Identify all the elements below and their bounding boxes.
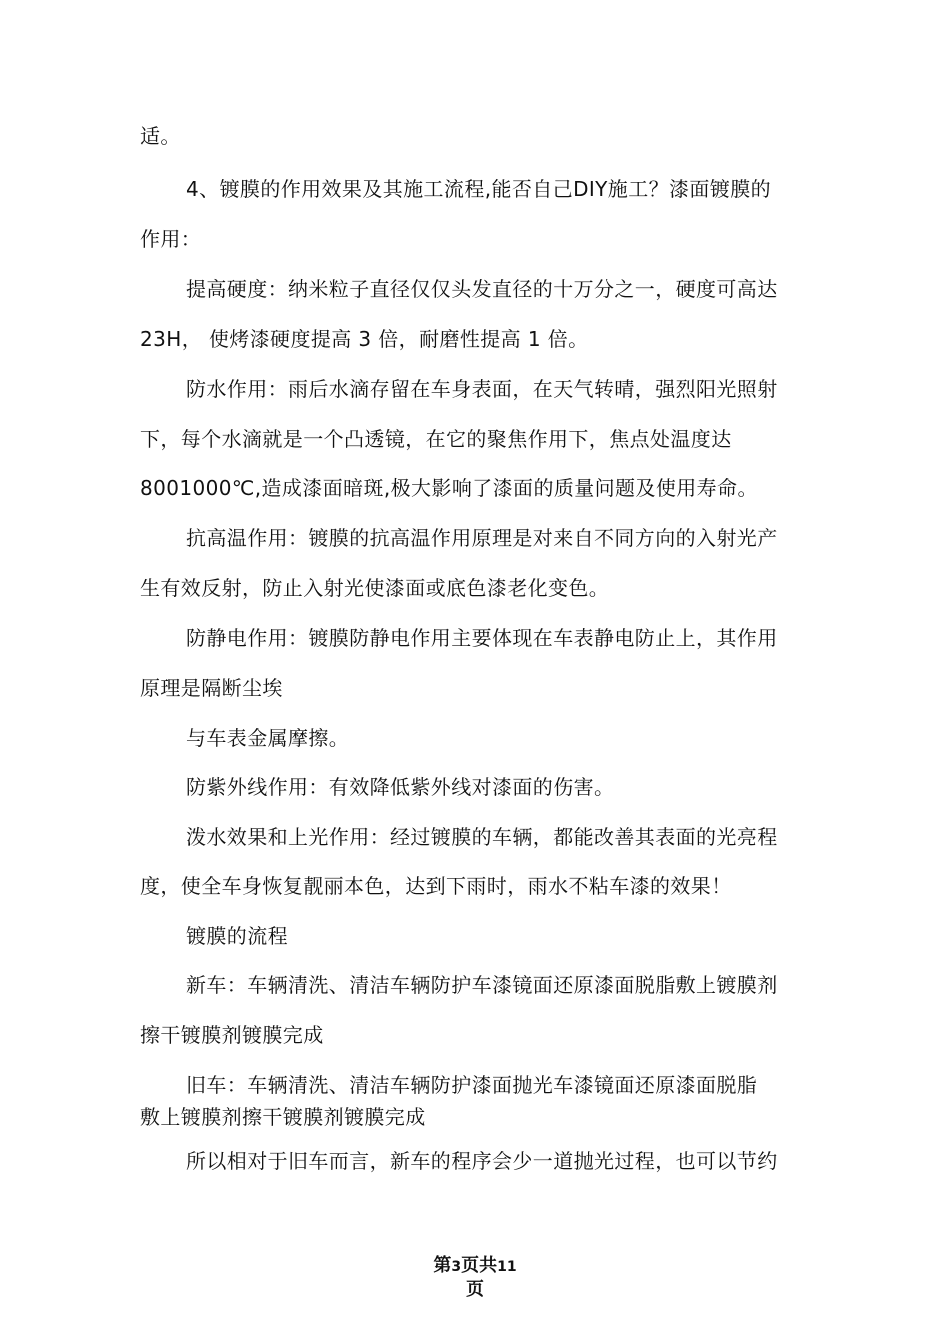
text-line: 防静电作用：镀膜防静电作用主要体现在车表静电防止上，其作用 xyxy=(186,626,778,650)
text-line: 旧车：车辆清洗、清洁车辆防护漆面抛光车漆镜面还原漆面脱脂 xyxy=(186,1073,758,1097)
text-line: 下，每个水滴就是一个凸透镜，在它的聚焦作用下，焦点处温度达 xyxy=(140,427,732,451)
text-line: 4、镀膜的作用效果及其施工流程,能否自己DIY施工？漆面镀膜的 xyxy=(186,177,771,201)
text-line: 擦干镀膜剂镀膜完成 xyxy=(140,1023,324,1047)
text-line: 抗高温作用：镀膜的抗高温作用原理是对来自不同方向的入射光产 xyxy=(186,526,778,550)
text-line: 23H， 使烤漆硬度提高 3 倍，耐磨性提高 1 倍。 xyxy=(140,327,589,351)
text-line: 8001000℃,造成漆面暗斑,极大影响了漆面的质量问题及使用寿命。 xyxy=(140,476,758,500)
text-line: 作用： xyxy=(140,227,202,251)
page-footer-suffix: 页 xyxy=(466,1279,484,1300)
text-line: 生有效反射，防止入射光使漆面或底色漆老化变色。 xyxy=(140,576,610,600)
text-line: 防水作用：雨后水滴存留在车身表面，在天气转晴，强烈阳光照射 xyxy=(186,377,778,401)
footer-mid: 页共 xyxy=(461,1255,498,1276)
text-line: 泼水效果和上光作用：经过镀膜的车辆，都能改善其表面的光亮程 xyxy=(186,825,778,849)
text-line: 敷上镀膜剂擦干镀膜剂镀膜完成 xyxy=(140,1105,426,1129)
text-line: 提高硬度：纳米粒子直径仅仅头发直径的十万分之一，硬度可高达 xyxy=(186,277,778,301)
text-line: 与车表金属摩擦。 xyxy=(186,726,350,750)
text-line: 新车：车辆清洗、清洁车辆防护车漆镜面还原漆面脱脂敷上镀膜剂 xyxy=(186,973,778,997)
text-line: 度，使全车身恢复靓丽本色，达到下雨时，雨水不粘车漆的效果！ xyxy=(140,874,732,898)
footer-page-total: 11 xyxy=(497,1259,517,1275)
text-line: 所以相对于旧车而言，新车的程序会少一道抛光过程，也可以节约 xyxy=(186,1149,778,1173)
text-line: 镀膜的流程 xyxy=(186,924,288,948)
text-line: 防紫外线作用：有效降低紫外线对漆面的伤害。 xyxy=(186,775,615,799)
footer-page-current: 3 xyxy=(451,1259,462,1275)
text-line: 原理是隔断尘埃 xyxy=(140,676,283,700)
text-line: 适。 xyxy=(140,124,181,148)
page-footer xyxy=(0,1254,950,1279)
footer-prefix: 第 xyxy=(433,1255,452,1276)
